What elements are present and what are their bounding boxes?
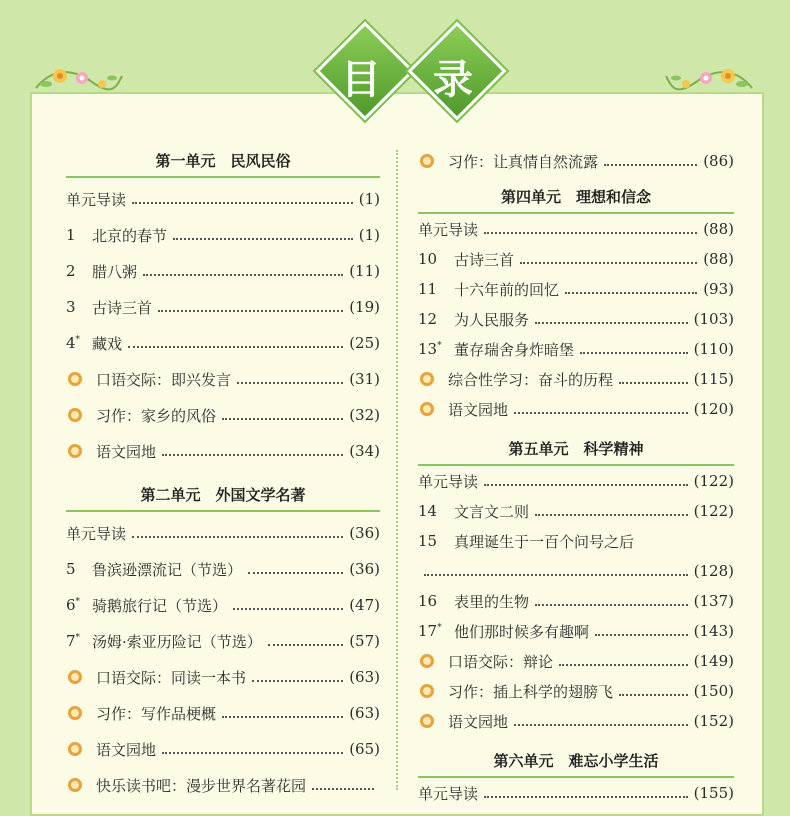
- toc-entry: [418, 590, 734, 612]
- toc-entry: [418, 308, 734, 330]
- toc-entry: [418, 782, 734, 804]
- lesson-number: 11: [418, 280, 438, 298]
- page-number: (47): [349, 596, 380, 614]
- leader-dots: [514, 724, 688, 726]
- unit-divider: [66, 176, 380, 178]
- unit-divider: [418, 212, 734, 214]
- page-number: (36): [349, 560, 380, 578]
- toc-entry: [66, 558, 380, 580]
- leader-dots: [162, 752, 343, 754]
- page-number: (103): [693, 310, 734, 328]
- toc-subentry: [418, 368, 734, 390]
- leader-dots: [535, 604, 688, 606]
- leader-dots: [158, 310, 343, 312]
- entry-title: 古诗三首: [454, 250, 515, 269]
- entry-title: 为人民服务: [454, 310, 530, 329]
- page-number: (88): [703, 220, 734, 238]
- toc-entry: [418, 620, 734, 642]
- toc-subentry: [66, 774, 380, 796]
- leader-dots: [252, 680, 343, 682]
- toc-entry: [418, 470, 734, 492]
- lesson-number: 4*: [66, 334, 81, 352]
- toc-subentry: [418, 398, 734, 420]
- entry-title: 董存瑞舍身炸暗堡: [454, 340, 575, 359]
- toc-entry: [66, 522, 380, 544]
- unit-divider: [66, 510, 380, 512]
- page-number: (155): [693, 784, 734, 802]
- bullet-circle-icon: [420, 714, 434, 728]
- optional-star: *: [75, 335, 81, 345]
- leader-dots: [237, 382, 343, 384]
- unit-title: 第一单元 民风民俗: [155, 152, 291, 170]
- leader-dots: [484, 232, 697, 234]
- page-number: (31): [349, 370, 380, 388]
- entry-title: 汤姆·索亚历险记（节选）: [92, 632, 262, 651]
- page-number: (115): [693, 370, 734, 388]
- entry-title: 习作：插上科学的翅膀飞: [448, 682, 614, 701]
- lesson-number: 7*: [66, 632, 81, 650]
- page-number: (152): [693, 712, 734, 730]
- entry-title: 他们那时候多有趣啊: [454, 622, 590, 641]
- optional-star: *: [75, 633, 81, 643]
- entry-title: 语文园地: [448, 400, 509, 419]
- leader-dots: [248, 572, 343, 574]
- unit-title: 第二单元 外国文学名著: [140, 486, 306, 504]
- leader-dots: [514, 412, 688, 414]
- bullet-circle-icon: [68, 742, 82, 756]
- entry-title: 文言文二则: [454, 502, 530, 521]
- toc-entry: [66, 630, 380, 652]
- leader-dots: [162, 454, 343, 456]
- bullet-circle-icon: [68, 670, 82, 684]
- bullet-circle-icon: [420, 372, 434, 386]
- toc-entry: [66, 594, 380, 616]
- page-number: (122): [693, 502, 734, 520]
- unit-title: 第六单元 难忘小学生活: [493, 752, 659, 770]
- toc-entry: [418, 500, 734, 522]
- page-number: (19): [349, 298, 380, 316]
- leader-dots: [484, 796, 688, 798]
- leader-dots: [580, 352, 688, 354]
- bullet-circle-icon: [420, 684, 434, 698]
- optional-star: *: [437, 341, 442, 351]
- entry-title: 综合性学习：奋斗的历程: [448, 370, 614, 389]
- leader-dots: [535, 322, 688, 324]
- unit-title: 第五单元 科学精神: [508, 440, 644, 458]
- leader-dots: [173, 238, 353, 240]
- page-number: (32): [349, 406, 380, 424]
- toc-subentry: [66, 368, 380, 390]
- leader-dots: [520, 262, 697, 264]
- entry-title: 语文园地: [448, 712, 509, 731]
- entry-title: 骑鹅旅行记（节选）: [92, 596, 228, 615]
- entry-title: 腊八粥: [92, 262, 138, 281]
- leader-dots: [559, 664, 688, 666]
- entry-title: 表里的生物: [454, 592, 530, 611]
- lesson-number: 3: [66, 298, 76, 316]
- title-char-1: 目: [341, 57, 381, 103]
- page-number: (88): [703, 250, 734, 268]
- entry-title: 快乐读书吧：漫步世界名著花园: [96, 776, 307, 795]
- leader-dots: [535, 514, 688, 516]
- bullet-circle-icon: [420, 402, 434, 416]
- entry-title: 单元导读: [418, 220, 479, 239]
- lesson-number: 12: [418, 310, 438, 328]
- lesson-number: 14: [418, 502, 438, 520]
- page-number: (93): [703, 280, 734, 298]
- toc-entry: [418, 278, 734, 300]
- lesson-number: 1: [66, 226, 76, 244]
- title-char-2: 录: [433, 57, 473, 103]
- toc-subentry: [66, 440, 380, 462]
- leader-dots: [222, 716, 343, 718]
- page-number: (57): [349, 632, 380, 650]
- entry-title: 口语交际：辩论: [448, 652, 554, 671]
- page-number: (110): [693, 340, 734, 358]
- toc-subentry: [418, 680, 734, 702]
- leader-dots: [222, 418, 343, 420]
- bullet-circle-icon: [420, 154, 434, 168]
- entry-title: 习作：写作品梗概: [96, 704, 217, 723]
- toc-entry: [418, 338, 734, 360]
- lesson-number: 17*: [418, 622, 442, 640]
- unit-title: 第四单元 理想和信念: [500, 188, 651, 206]
- entry-title: 鲁滨逊漂流记（节选）: [92, 560, 243, 579]
- bullet-circle-icon: [68, 706, 82, 720]
- entry-title: 单元导读: [418, 472, 479, 491]
- leader-dots: [268, 644, 343, 646]
- toc-entry: [66, 296, 380, 318]
- lesson-number: 13*: [418, 340, 442, 358]
- entry-title: 古诗三首: [92, 298, 153, 317]
- entry-title: 真理诞生于一百个问号之后: [454, 532, 635, 551]
- toc-entry: [418, 560, 734, 582]
- bullet-circle-icon: [68, 778, 82, 792]
- page-number: (65): [349, 740, 380, 758]
- page-number: (149): [693, 652, 734, 670]
- leader-dots: [484, 484, 688, 486]
- lesson-number: 5: [66, 560, 76, 578]
- page-number: (63): [349, 668, 380, 686]
- toc-entry: [418, 218, 734, 240]
- lesson-number: 16: [418, 592, 438, 610]
- bullet-circle-icon: [68, 444, 82, 458]
- leader-dots: [132, 536, 343, 538]
- leader-dots: [233, 608, 343, 610]
- toc-entry: [66, 188, 380, 210]
- entry-title: 习作：让真情自然流露: [448, 152, 599, 171]
- lesson-number: 15: [418, 532, 438, 550]
- entry-title: 十六年前的回忆: [454, 280, 560, 299]
- page-number: (143): [693, 622, 734, 640]
- entry-title: 北京的春节: [92, 226, 168, 245]
- unit-divider: [418, 464, 734, 466]
- lesson-number: 10: [418, 250, 438, 268]
- toc-entry: [418, 248, 734, 270]
- page-number: (36): [349, 524, 380, 542]
- leader-dots: [424, 574, 688, 576]
- entry-title: 单元导读: [66, 190, 127, 209]
- entry-title: 口语交际：即兴发言: [96, 370, 232, 389]
- leader-dots: [604, 164, 697, 166]
- leader-dots: [312, 788, 374, 790]
- page-number: (137): [693, 592, 734, 610]
- toc-subentry: [66, 666, 380, 688]
- optional-star: *: [75, 597, 81, 607]
- flower-ornament-right-icon: [664, 58, 756, 98]
- leader-dots: [619, 382, 688, 384]
- leader-dots: [595, 634, 688, 636]
- toc-subentry: [66, 738, 380, 760]
- toc-subentry: [66, 702, 380, 724]
- unit-divider: [418, 776, 734, 778]
- page-number: (63): [349, 704, 380, 722]
- page-number: (1): [358, 226, 380, 244]
- page-number: (86): [703, 152, 734, 170]
- leader-dots: [619, 694, 688, 696]
- toc-entry: [66, 224, 380, 246]
- toc-subentry: [66, 404, 380, 426]
- page-number: (34): [349, 442, 380, 460]
- lesson-number: 2: [66, 262, 76, 280]
- entry-title: 单元导读: [66, 524, 127, 543]
- page-number: (1): [358, 190, 380, 208]
- toc-subentry: [418, 710, 734, 732]
- column-separator: [396, 150, 398, 790]
- entry-title: 藏戏: [92, 334, 123, 353]
- leader-dots: [128, 346, 343, 348]
- page-number: (128): [693, 562, 734, 580]
- toc-subentry: [418, 150, 734, 172]
- bullet-circle-icon: [68, 408, 82, 422]
- entry-title: 单元导读: [418, 784, 479, 803]
- page-number: (11): [349, 262, 380, 280]
- leader-dots: [565, 292, 697, 294]
- toc-entry: [66, 332, 380, 354]
- page-number: (120): [693, 400, 734, 418]
- page-number: (122): [693, 472, 734, 490]
- lesson-number: 6*: [66, 596, 81, 614]
- entry-title: 语文园地: [96, 740, 157, 759]
- page-number: (25): [349, 334, 380, 352]
- toc-entry: [66, 260, 380, 282]
- flower-ornament-left-icon: [32, 58, 124, 98]
- entry-title: 习作：家乡的风俗: [96, 406, 217, 425]
- bullet-circle-icon: [68, 372, 82, 386]
- toc-entry: [418, 530, 734, 552]
- toc-subentry: [418, 650, 734, 672]
- leader-dots: [143, 274, 343, 276]
- entry-title: 口语交际：同读一本书: [96, 668, 247, 687]
- optional-star: *: [437, 623, 442, 633]
- leader-dots: [132, 202, 353, 204]
- bullet-circle-icon: [420, 654, 434, 668]
- entry-title: 语文园地: [96, 442, 157, 461]
- page-number: (150): [693, 682, 734, 700]
